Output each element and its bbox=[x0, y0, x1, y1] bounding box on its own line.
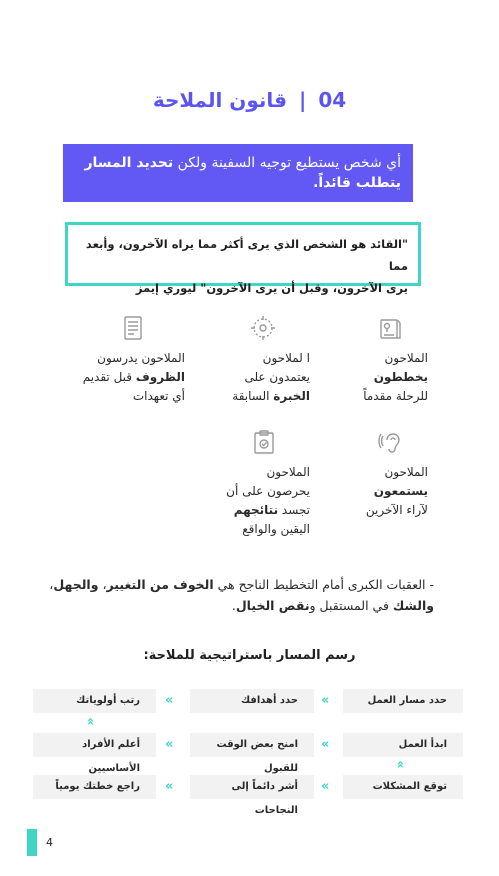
feature-bold: الظروف bbox=[135, 370, 185, 384]
paragraph-bold: نقص الخيال bbox=[235, 598, 310, 613]
quote-line-1: "القائد هو الشخص الذي يرى أكثر مما يراه الآخرون، وأبعد مما bbox=[85, 237, 408, 273]
section-title: قانون الملاحة bbox=[152, 88, 288, 112]
chevron-left-icon: « bbox=[165, 737, 174, 752]
intro-box bbox=[63, 144, 413, 202]
step-2: حدد أهدافك bbox=[190, 689, 314, 713]
step-6: ابدأ العمل bbox=[343, 733, 463, 757]
paragraph-text: - العقبات الكبرى أمام التخطيط الناجح هي bbox=[213, 577, 434, 592]
quote-line-2: يرى الآخرون، وقبل أن يرى الآخرون" ليوري إيمز bbox=[135, 281, 408, 295]
feature-text: ا لملاحون bbox=[262, 351, 310, 365]
chevron-left-icon: « bbox=[321, 693, 330, 708]
step-5: امنح بعض الوقت للقبول bbox=[190, 733, 314, 757]
paragraph-text: ، bbox=[49, 577, 54, 592]
feature-plan bbox=[340, 349, 428, 406]
strategy-heading: رسم المسار باستراتيجية للملاحة: bbox=[143, 648, 356, 663]
intro-text-end: المسار يتطلب قائداً. bbox=[84, 155, 401, 191]
step-8: أشر دائماً إلى النجاحات bbox=[190, 775, 314, 799]
chevron-down-icon: « bbox=[392, 760, 408, 769]
feature-text: لآراء الآخرين bbox=[365, 503, 428, 517]
intro-highlight: تحديد bbox=[136, 155, 174, 171]
page-marker bbox=[27, 829, 37, 856]
feature-text: تجسد bbox=[278, 503, 310, 517]
quote-box bbox=[65, 222, 421, 295]
feature-text: الملاحون bbox=[384, 465, 428, 479]
step-3: رتب أولوياتك bbox=[33, 689, 156, 713]
feature-text: قبل تقديم bbox=[82, 370, 136, 384]
paragraph-bold: الخوف من التغيير bbox=[106, 577, 214, 592]
chevron-left-icon: « bbox=[165, 693, 174, 708]
obstacles-paragraph bbox=[30, 574, 434, 616]
step-4: أعلم الأفراد الأساسيين bbox=[33, 733, 156, 757]
map-route-icon bbox=[376, 314, 404, 342]
paragraph-bold: والجهل bbox=[53, 577, 99, 592]
step-9: راجع خطتك يومياً bbox=[33, 775, 156, 799]
feature-text: الملاحون bbox=[384, 351, 428, 365]
page-number: 4 bbox=[46, 836, 53, 849]
step-1: حدد مسار العمل bbox=[343, 689, 463, 713]
feature-text: السابقة bbox=[232, 389, 274, 403]
feature-conditions bbox=[70, 349, 185, 406]
feature-text: يحرصون على أن bbox=[226, 484, 310, 498]
section-number: 04 bbox=[318, 88, 347, 112]
chevron-left-icon: « bbox=[165, 779, 174, 794]
feature-listen bbox=[340, 463, 428, 520]
feature-experience bbox=[210, 349, 310, 406]
page-title bbox=[0, 88, 499, 112]
chevron-left-icon: « bbox=[321, 779, 330, 794]
paragraph-text: ، bbox=[98, 577, 107, 592]
feature-text: اليقين والواقع bbox=[242, 522, 310, 536]
target-center-icon bbox=[249, 314, 277, 342]
feature-bold: الخبرة bbox=[273, 389, 310, 403]
step-7: توقع المشكلات bbox=[343, 775, 463, 799]
feature-text: يعتمدون على bbox=[244, 370, 310, 384]
feature-results bbox=[210, 463, 310, 539]
title-separator: | bbox=[299, 88, 307, 112]
clipboard-check-icon bbox=[250, 428, 278, 456]
ear-listening-icon bbox=[378, 428, 406, 456]
intro-text: أي شخص يستطيع توجيه السفينة ولكن bbox=[173, 155, 401, 171]
feature-text: للرحلة مقدماً bbox=[363, 389, 428, 403]
document-list-icon bbox=[119, 314, 147, 342]
feature-text: أي تعهدات bbox=[132, 389, 185, 403]
paragraph-bold: والشك bbox=[392, 598, 434, 613]
paragraph-text: في المستقبل و bbox=[309, 598, 393, 613]
feature-bold: نتائجهم bbox=[233, 503, 279, 517]
chevron-down-icon: « bbox=[82, 717, 98, 726]
feature-text: الملاحون bbox=[266, 465, 310, 479]
chevron-left-icon: « bbox=[321, 737, 330, 752]
feature-bold: يخططون bbox=[373, 370, 428, 384]
feature-bold: يستمعون bbox=[373, 484, 428, 498]
feature-text: الملاحون يدرسون bbox=[97, 351, 185, 365]
paragraph-text: . bbox=[231, 598, 236, 613]
